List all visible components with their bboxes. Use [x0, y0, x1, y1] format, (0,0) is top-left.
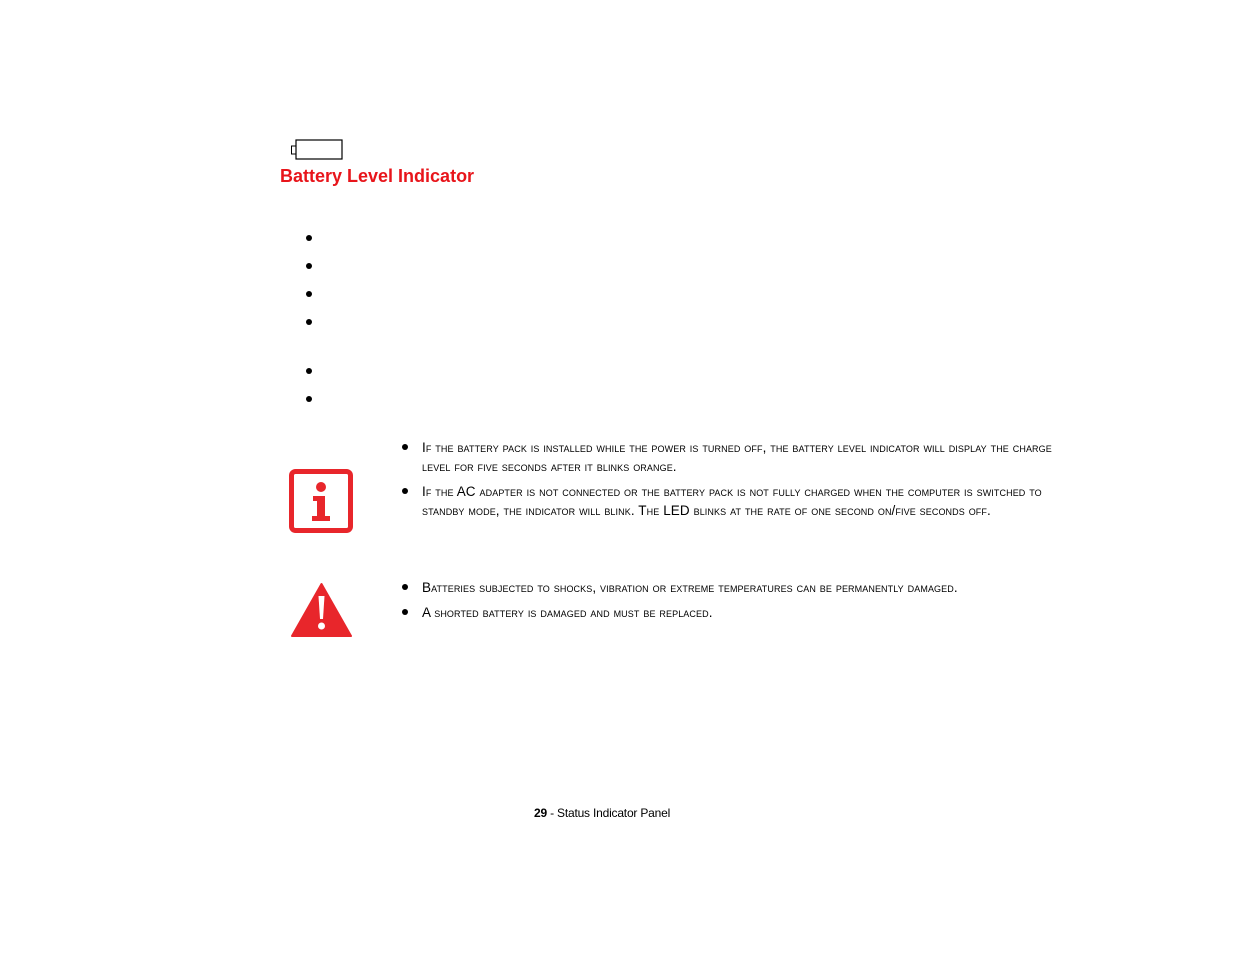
warning-item — [400, 578, 1060, 597]
warning-item — [400, 603, 1060, 622]
list-item — [306, 286, 316, 296]
footer-title: Status Indicator Panel — [557, 806, 671, 820]
note-text: If the battery pack is installed while the power is turned off, the battery level indicator will display the charge level for five seconds after it blinks orange. — [422, 440, 1052, 474]
warning-text: Batteries subjected to shocks, vibration or extreme temperatures can be permanently damaged. — [422, 580, 958, 595]
note-list — [400, 438, 1060, 526]
list-item — [306, 258, 316, 268]
info-icon — [289, 469, 353, 533]
section-heading: Battery Level Indicator — [280, 166, 475, 186]
bullet-icon — [402, 488, 408, 494]
list-item — [306, 391, 316, 401]
bullet-icon — [402, 444, 408, 450]
list-item — [306, 314, 316, 324]
warning-text: A shorted battery is damaged and must be replaced. — [422, 605, 713, 620]
bullet-icon — [402, 609, 408, 615]
page-number: 29 — [534, 806, 547, 820]
page-footer — [534, 806, 670, 820]
note-item — [400, 438, 1060, 476]
bullet-icon — [402, 584, 408, 590]
list-item — [306, 363, 316, 373]
warning-list — [400, 578, 1060, 628]
warning-icon — [290, 582, 353, 638]
battery-icon — [291, 139, 345, 161]
list-item — [306, 230, 316, 240]
footer-separator: - — [546, 806, 558, 820]
note-text: If the AC adapter is not connected or the battery pack is not fully charged when the computer is switched to standby mode, the indicator will blink. The LED blinks at the rate of one second on/five seconds off. — [422, 484, 1042, 518]
note-item — [400, 482, 1060, 520]
